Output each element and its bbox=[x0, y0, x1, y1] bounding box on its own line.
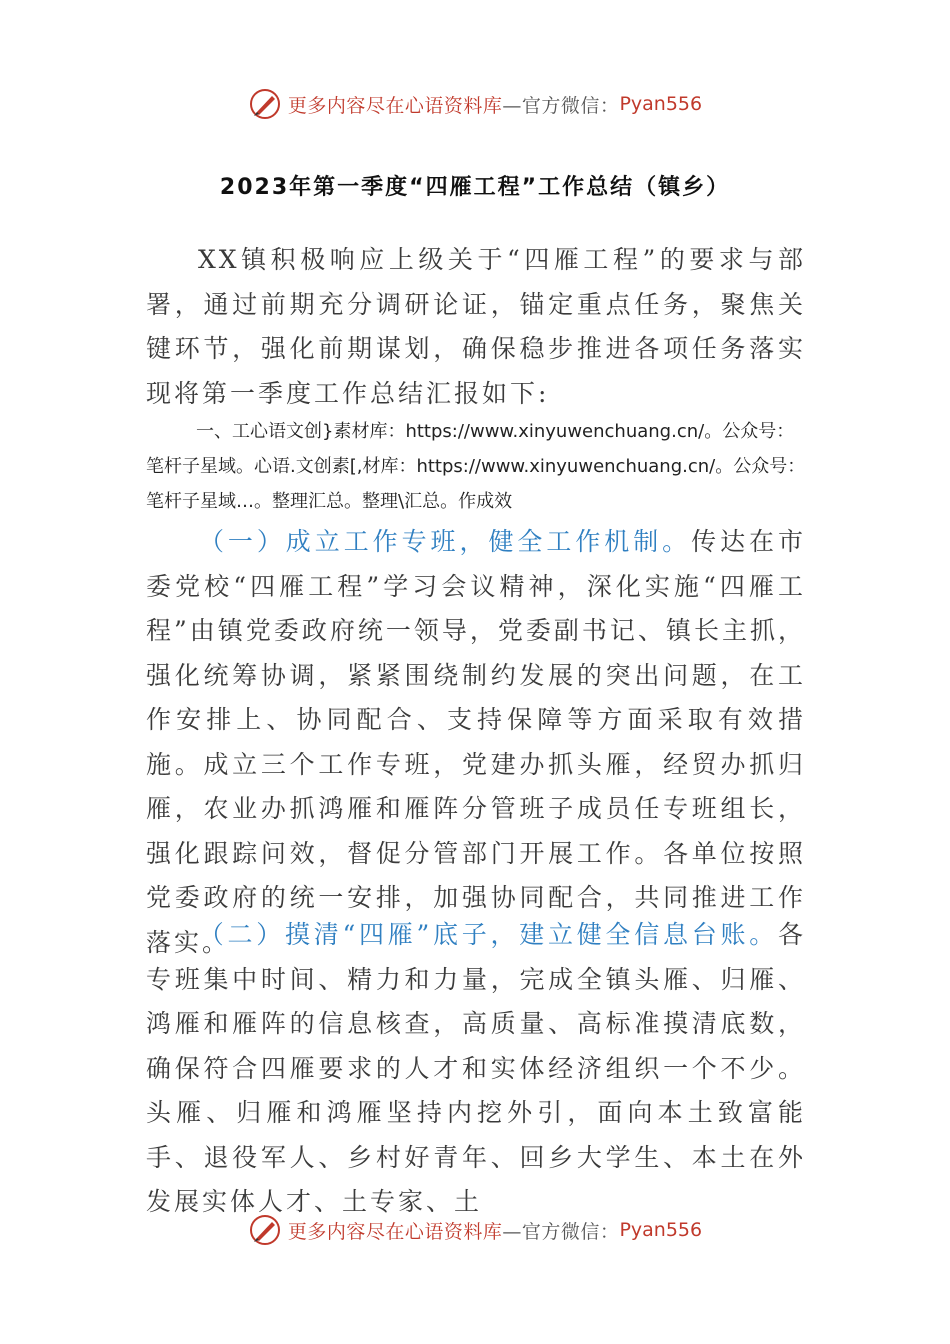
header-banner bbox=[0, 84, 950, 124]
pen-circle-logo-icon bbox=[248, 1213, 282, 1247]
notice-text: 一、工心语文创}素材库：https://www.xinyuwenchuang.cn/。公众号：笔杆子星域。心语.文创素[,材库：https://www.xinyuwenchuang.cn/。公众号：笔杆子星域…。整理汇总。整理\汇总。作成效 bbox=[146, 421, 806, 512]
banner-text-main: 更多内容尽在心语资料库 bbox=[287, 94, 503, 117]
section-2-body: 各专班集中时间、精力和力量，完成全镇头雁、归雁、鸿雁和雁阵的信息核查，高质量、高标准摸清底数，确保符合四雁要求的人才和实体经济组织一个不少。头雁、归雁和鸿雁坚持内挖外引，面向本土致富能手、退役军人、乡村好青年、回乡大学生、本土在外发展实体人才、土专家、土 bbox=[146, 920, 806, 1216]
watermark-notice bbox=[146, 414, 810, 519]
banner-text-wechat: —官方微信： bbox=[502, 94, 620, 117]
intro-paragraph bbox=[146, 238, 806, 416]
section-2-heading: （二）摸清“四雁”底子，建立健全信息台账。 bbox=[198, 920, 778, 949]
footer-text-id: Pyan556 bbox=[619, 1219, 703, 1241]
pen-circle-logo-icon bbox=[248, 87, 282, 121]
footer-text-main: 更多内容尽在心语资料库 bbox=[287, 1220, 503, 1243]
banner-text-id: Pyan556 bbox=[619, 93, 703, 115]
intro-text: XX镇积极响应上级关于“四雁工程”的要求与部署，通过前期充分调研论证，锚定重点任务，聚焦关键环节，强化前期谋划，确保稳步推进各项任务落实现将第一季度工作总结汇报如下: bbox=[146, 245, 806, 408]
section-2-paragraph bbox=[146, 913, 806, 1225]
section-1-body: 传达在市委党校“四雁工程”学习会议精神，深化实施“四雁工程”由镇党委政府统一领导，党委副书记、镇长主抓，强化统筹协调，紧紧围绕制约发展的突出问题，在工作安排上、协同配合、支持保障等方面采取有效措施。成立三个工作专班，党建办抓头雁，经贸办抓归雁，农业办抓鸿雁和雁阵分管班子成员任专班组长，强化跟踪问效，督促分管部门开展工作。各单位按照党委政府的统一安排，加强协同配合，共同推进工作落实。 bbox=[146, 527, 806, 957]
footer-banner bbox=[0, 1210, 950, 1250]
footer-text-wechat: —官方微信： bbox=[502, 1220, 620, 1243]
section-1-paragraph bbox=[146, 520, 806, 965]
document-title: 2023年第一季度“四雁工程”工作总结（镇乡） bbox=[219, 175, 731, 200]
section-1-heading: （一）成立工作专班，健全工作机制。 bbox=[198, 527, 692, 556]
